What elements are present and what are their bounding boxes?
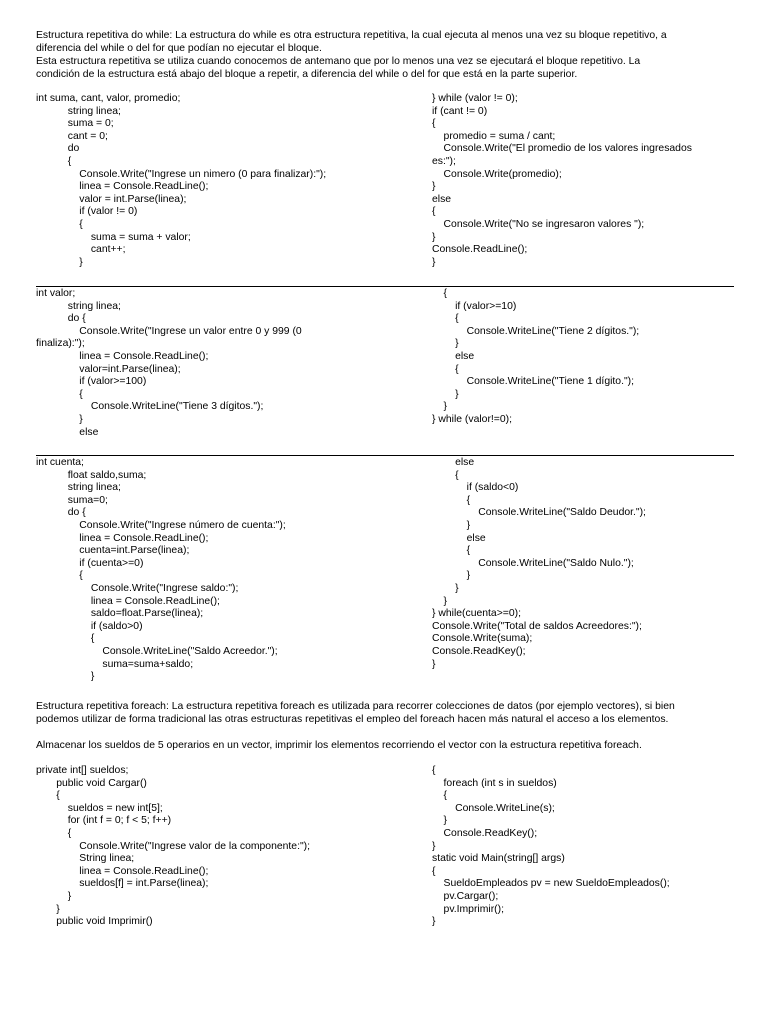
code-line: else: [432, 532, 486, 544]
code-line: string linea;: [36, 482, 121, 494]
code-line: cuenta=int.Parse(linea);: [36, 545, 190, 557]
code-line: Console.ReadLine();: [432, 244, 528, 256]
code-line: saldo=float.Parse(linea);: [36, 608, 204, 620]
code-line: string linea;: [36, 300, 121, 312]
code-line: Console.WriteLine("Tiene 2 dígitos.");: [432, 325, 640, 337]
code-line: {: [432, 765, 436, 776]
code-line: if (valor>=10): [432, 300, 517, 312]
foreach-task: [36, 739, 736, 752]
code-line: suma = 0;: [36, 118, 114, 130]
code-line: }: [432, 388, 459, 400]
foreach-paragraph: [36, 700, 736, 726]
foreach-code-left: [36, 765, 310, 929]
code-line: linea = Console.ReadLine();: [36, 865, 209, 877]
code-line: valor=int.Parse(linea);: [36, 363, 181, 375]
code-block-3-right: [432, 457, 646, 671]
text-line: Estructura repetitiva do while: La estructura do while es otra estructura repetitiva, la cual ejecuta al menos una vez su bloque repetitivo, a: [36, 30, 667, 41]
code-line: cant = 0;: [36, 130, 108, 142]
code-line: }: [36, 256, 83, 268]
code-line: {: [432, 288, 448, 299]
code-line: linea = Console.ReadLine();: [36, 181, 209, 193]
code-block-1-left: [36, 93, 326, 269]
code-line: es:");: [432, 155, 456, 167]
code-line: Console.WriteLine("Tiene 1 dígito.");: [432, 376, 634, 388]
code-line: finaliza):");: [36, 338, 85, 350]
code-line: }: [432, 658, 436, 670]
code-line: if (saldo>0): [36, 620, 143, 632]
code-line: } while(cuenta>=0);: [432, 608, 521, 620]
code-line: }: [432, 519, 471, 531]
code-line: suma=suma+saldo;: [36, 658, 194, 670]
code-line: {: [432, 790, 448, 802]
code-line: Console.WriteLine("Saldo Deudor.");: [432, 507, 646, 519]
code-line: }: [432, 256, 436, 268]
code-line: valor = int.Parse(linea);: [36, 193, 187, 205]
code-line: promedio = suma / cant;: [432, 130, 556, 142]
code-line: suma = suma + valor;: [36, 231, 191, 243]
code-line: foreach (int s in sueldos): [432, 777, 557, 789]
code-line: {: [432, 118, 436, 130]
code-line: string linea;: [36, 105, 121, 117]
code-line: } while (valor != 0);: [432, 93, 518, 104]
code-line: Console.Write("No se ingresaron valores ");: [432, 218, 645, 230]
code-line: else: [432, 350, 475, 362]
code-line: }: [432, 582, 459, 594]
code-line: int cuenta;: [36, 457, 84, 468]
code-line: }: [36, 890, 72, 902]
code-line: {: [36, 218, 83, 230]
code-line: } while (valor!=0);: [432, 413, 512, 425]
code-line: Console.Write("El promedio de los valores ingresados: [432, 143, 692, 155]
code-line: public void Cargar(): [36, 777, 147, 789]
code-line: sueldos[f] = int.Parse(linea);: [36, 878, 209, 890]
code-line: }: [432, 595, 448, 607]
code-line: int valor;: [36, 288, 76, 299]
code-line: private int[] sueldos;: [36, 765, 129, 776]
code-line: {: [432, 865, 436, 877]
code-line: }: [432, 181, 436, 193]
code-line: sueldos = new int[5];: [36, 802, 163, 814]
code-line: Console.Write("Ingrese valor de la componente:");: [36, 840, 310, 852]
code-line: {: [432, 469, 459, 481]
code-line: int suma, cant, valor, promedio;: [36, 93, 181, 104]
code-line: {: [432, 494, 471, 506]
code-line: suma=0;: [36, 494, 108, 506]
code-line: {: [36, 827, 72, 839]
text-line: Almacenar los sueldos de 5 operarios en un vector, imprimir los elementos recorriendo el vector con la estructura repetitiva foreach.: [36, 740, 642, 751]
code-line: SueldoEmpleados pv = new SueldoEmpleados();: [432, 878, 670, 890]
text-line: podemos utilizar de forma tradicional las otras estructuras repetitivas el empleo del foreach hacen más natural el acceso a los elementos.: [36, 714, 669, 725]
code-line: linea = Console.ReadLine();: [36, 350, 209, 362]
code-line: {: [36, 570, 83, 582]
code-line: else: [432, 193, 452, 205]
code-line: Console.Write("Ingrese un nimero (0 para finalizar):");: [36, 168, 327, 180]
code-line: }: [36, 903, 60, 915]
code-line: String linea;: [36, 853, 135, 865]
code-line: Console.Write("Total de saldos Acreedores:");: [432, 620, 642, 632]
intro-paragraph: [36, 29, 736, 81]
code-line: Console.WriteLine("Tiene 3 dígitos.");: [36, 401, 264, 413]
code-line: do {: [36, 507, 86, 519]
code-line: pv.Imprimir();: [432, 903, 504, 915]
code-line: Console.WriteLine("Saldo Nulo.");: [432, 557, 634, 569]
code-line: Console.Write("Ingrese un valor entre 0 y 999 (0: [36, 325, 302, 337]
code-line: }: [432, 815, 448, 827]
code-block-1-right: [432, 93, 692, 269]
code-line: }: [432, 231, 436, 243]
text-line: Esta estructura repetitiva se utiliza cuando conocemos de antemano que por lo menos una vez se ejecutará el bloque repetitivo. La: [36, 56, 641, 67]
code-line: do: [36, 143, 80, 155]
text-line: Estructura repetitiva foreach: La estructura repetitiva foreach es utilizada para recorrer colecciones de datos (por ejemplo vectores), si bien: [36, 701, 675, 712]
code-line: if (valor>=100): [36, 376, 147, 388]
code-line: public void Imprimir(): [36, 916, 153, 928]
code-line: Console.ReadKey();: [432, 827, 538, 839]
code-line: linea = Console.ReadLine();: [36, 532, 209, 544]
code-line: {: [36, 790, 60, 802]
section-divider: [36, 286, 734, 287]
foreach-code-right: [432, 765, 670, 929]
text-line: condición de la estructura está abajo del bloque a repetir, a diferencia del while o del for que está en la parte superior.: [36, 69, 578, 80]
code-line: pv.Cargar();: [432, 890, 499, 902]
code-line: Console.Write("Ingrese número de cuenta:");: [36, 519, 286, 531]
code-line: Console.Write(promedio);: [432, 168, 562, 180]
code-line: {: [36, 155, 72, 167]
section-divider: [36, 455, 734, 456]
code-line: static void Main(string[] args): [432, 853, 565, 865]
code-line: if (valor != 0): [36, 206, 138, 218]
code-line: }: [432, 401, 448, 413]
code-line: {: [432, 545, 471, 557]
code-line: cant++;: [36, 244, 126, 256]
code-line: if (saldo<0): [432, 482, 519, 494]
code-line: if (cant != 0): [432, 105, 488, 117]
code-line: }: [36, 671, 95, 683]
code-line: }: [432, 338, 459, 350]
code-line: }: [432, 840, 436, 852]
text-line: diferencia del while o del for que podían no ejecutar el bloque.: [36, 43, 322, 54]
code-line: {: [432, 363, 459, 375]
code-line: Console.WriteLine("Saldo Acreedor.");: [36, 645, 278, 657]
code-line: {: [36, 633, 95, 645]
code-line: {: [36, 388, 83, 400]
code-line: }: [432, 570, 471, 582]
code-line: float saldo,suma;: [36, 469, 147, 481]
code-line: linea = Console.ReadLine();: [36, 595, 220, 607]
code-line: for (int f = 0; f < 5; f++): [36, 815, 172, 827]
code-line: }: [432, 916, 436, 928]
code-line: Console.Write("Ingrese saldo:");: [36, 582, 239, 594]
code-block-3-left: [36, 457, 286, 684]
code-block-2-right: [432, 288, 639, 427]
code-line: Console.ReadKey();: [432, 645, 526, 657]
code-line: {: [432, 206, 436, 218]
code-line: Console.WriteLine(s);: [432, 802, 555, 814]
code-line: do {: [36, 313, 86, 325]
code-line: else: [432, 457, 475, 468]
code-line: Console.Write(suma);: [432, 633, 533, 645]
code-block-2-left: [36, 288, 302, 439]
code-line: else: [36, 426, 99, 438]
code-line: }: [36, 413, 83, 425]
code-line: if (cuenta>=0): [36, 557, 144, 569]
code-line: {: [432, 313, 459, 325]
